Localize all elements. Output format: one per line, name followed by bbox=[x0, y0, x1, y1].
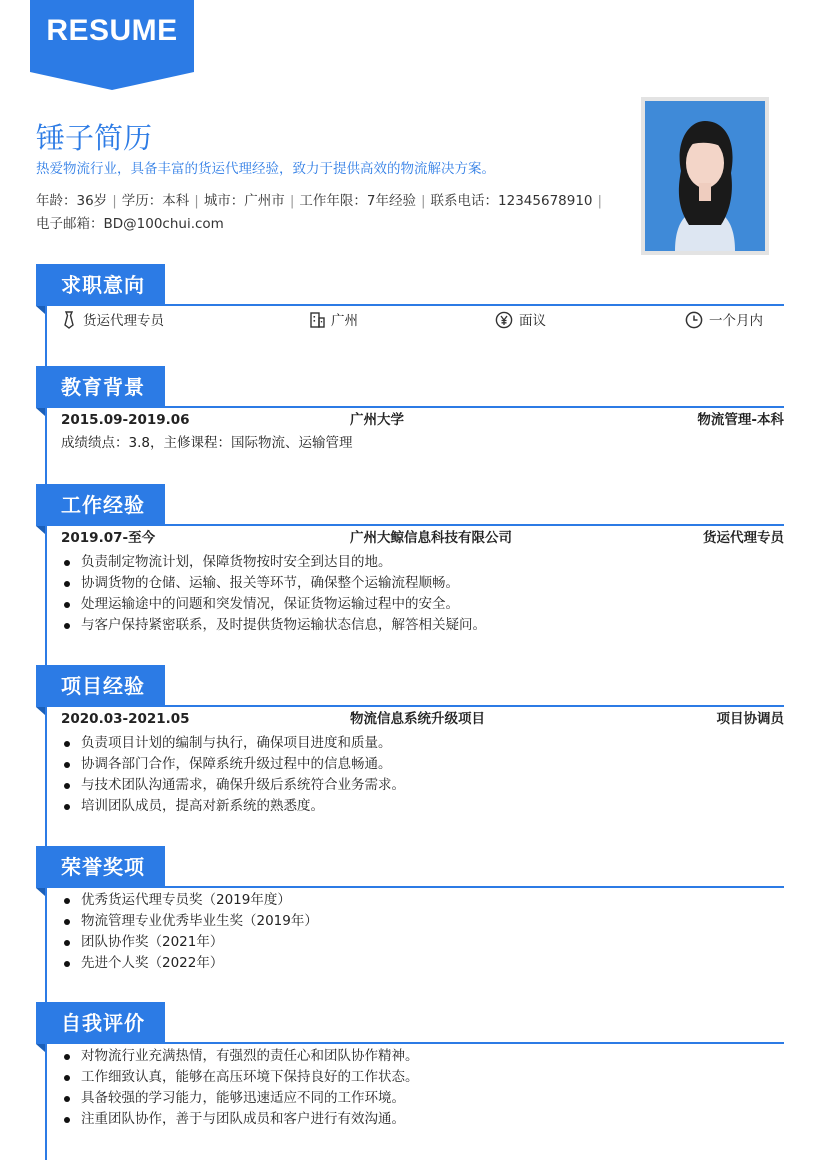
education-school: 广州大学 bbox=[350, 412, 404, 428]
list-item: 协调各部门合作，保障系统升级过程中的信息畅通。 bbox=[61, 754, 784, 775]
intent-salary-label: 面议 bbox=[519, 313, 546, 329]
list-item: 先进个人奖（2022年） bbox=[61, 953, 784, 974]
tie-icon bbox=[61, 311, 77, 329]
info-education: 学历：本科 bbox=[121, 193, 190, 209]
work-company: 广州大鲸信息科技有限公司 bbox=[350, 530, 512, 546]
education-section bbox=[36, 366, 784, 455]
list-item: 负责制定物流计划，保障货物按时安全到达目的地。 bbox=[61, 552, 784, 573]
honors-list bbox=[61, 890, 784, 974]
self-evaluation-list bbox=[61, 1046, 784, 1130]
resume-banner-label: RESUME bbox=[46, 14, 178, 47]
list-item: 优秀货运代理专员奖（2019年度） bbox=[61, 890, 784, 911]
work-period: 2019.07-至今 bbox=[61, 530, 156, 546]
work-duties bbox=[61, 552, 784, 636]
intent-availability-label: 一个月内 bbox=[709, 313, 763, 329]
education-detail: 成绩绩点：3.8，主修课程：国际物流、运输管理 bbox=[61, 435, 353, 451]
project-role: 项目协调员 bbox=[716, 711, 784, 727]
resume-tagline: 热爱物流行业，具备丰富的货运代理经验，致力于提供高效的物流解决方案。 bbox=[36, 161, 495, 177]
list-item: 负责项目计划的编制与执行，确保项目进度和质量。 bbox=[61, 733, 784, 754]
job-intent-title: 求职意向 bbox=[36, 264, 165, 306]
list-item: 工作细致认真，能够在高压环境下保持良好的工作状态。 bbox=[61, 1067, 784, 1088]
building-icon bbox=[309, 311, 325, 329]
honors-title: 荣誉奖项 bbox=[36, 846, 165, 888]
info-email: 电子邮箱：BD@100chui.com bbox=[36, 216, 224, 232]
work-title: 工作经验 bbox=[36, 484, 165, 526]
list-item: 与技术团队沟通需求，确保升级后系统符合业务需求。 bbox=[61, 775, 784, 796]
list-item: 协调货物的仓储、运输、报关等环节，确保整个运输流程顺畅。 bbox=[61, 573, 784, 594]
list-item: 与客户保持紧密联系，及时提供货物运输状态信息，解答相关疑问。 bbox=[61, 615, 784, 636]
honors-section bbox=[36, 846, 784, 974]
info-phone: 联系电话：12345678910 bbox=[430, 193, 593, 209]
project-title: 项目经验 bbox=[36, 665, 165, 707]
profile-photo bbox=[641, 97, 769, 255]
education-major: 物流管理-本科 bbox=[697, 412, 784, 428]
list-item: 对物流行业充满热情，有强烈的责任心和团队协作精神。 bbox=[61, 1046, 784, 1067]
list-item: 培训团队成员，提高对新系统的熟悉度。 bbox=[61, 796, 784, 817]
info-city: 城市：广州市 bbox=[203, 193, 285, 209]
work-position: 货运代理专员 bbox=[703, 530, 784, 546]
project-section bbox=[36, 665, 784, 817]
intent-availability bbox=[685, 306, 763, 336]
info-age: 年龄：36岁 bbox=[36, 193, 108, 209]
intent-position bbox=[61, 306, 164, 336]
clock-icon bbox=[685, 311, 703, 329]
list-item: 团队协作奖（2021年） bbox=[61, 932, 784, 953]
job-intent-section bbox=[36, 264, 784, 336]
intent-city-label: 广州 bbox=[331, 313, 358, 329]
project-period: 2020.03-2021.05 bbox=[61, 711, 190, 727]
info-experience: 工作年限：7年经验 bbox=[299, 193, 416, 209]
self-evaluation-title: 自我评价 bbox=[36, 1002, 165, 1044]
list-item: 物流管理专业优秀毕业生奖（2019年） bbox=[61, 911, 784, 932]
project-name: 物流信息系统升级项目 bbox=[350, 711, 485, 727]
intent-salary bbox=[495, 306, 546, 336]
yen-icon bbox=[495, 311, 513, 329]
project-duties bbox=[61, 733, 784, 817]
resume-name: 锤子简历 bbox=[36, 121, 153, 155]
intent-position-label: 货运代理专员 bbox=[83, 313, 164, 329]
list-item: 处理运输途中的问题和突发情况，保证货物运输过程中的安全。 bbox=[61, 594, 784, 615]
personal-info: 年龄：36岁 | 学历：本科 | 城市：广州市 | 工作年限：7年经验 | 联系电话：12345678910 | 电子邮箱：BD@100chui.com bbox=[36, 193, 603, 232]
self-evaluation-section bbox=[36, 1002, 784, 1130]
list-item: 注重团队协作，善于与团队成员和客户进行有效沟通。 bbox=[61, 1109, 784, 1130]
resume-banner bbox=[30, 0, 194, 92]
list-item: 具备较强的学习能力，能够迅速适应不同的工作环境。 bbox=[61, 1088, 784, 1109]
intent-city bbox=[309, 306, 358, 336]
education-period: 2015.09-2019.06 bbox=[61, 412, 190, 428]
education-title: 教育背景 bbox=[36, 366, 165, 408]
work-section bbox=[36, 484, 784, 636]
